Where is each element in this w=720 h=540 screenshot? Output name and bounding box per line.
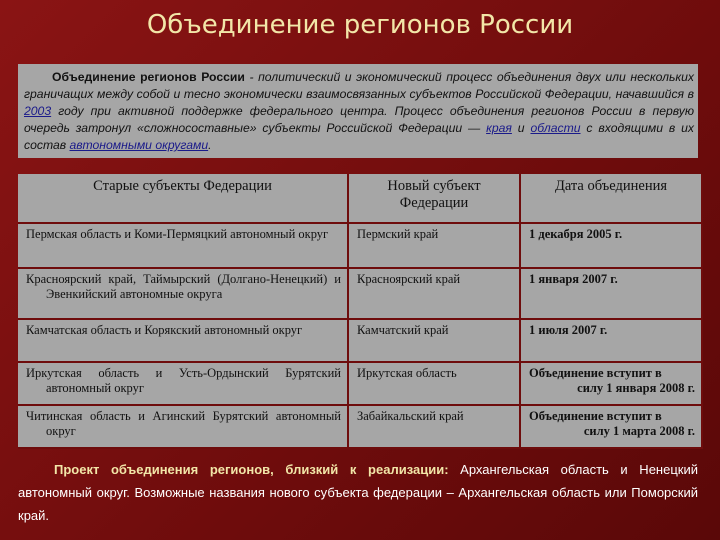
merge-date-cell: 1 июля 2007 г. — [520, 319, 702, 362]
table-row — [18, 319, 702, 362]
merge-date-line-2: силу 1 марта 2008 г. — [583, 424, 695, 438]
footer-lead: Проект объединения регионов, близкий к реализации: — [54, 462, 449, 477]
new-subject-cell: Пермский край — [348, 223, 520, 268]
autonomous-okrug-link[interactable]: автономными округами — [69, 138, 209, 152]
intro-end: . — [208, 138, 212, 152]
merge-date-cell — [520, 362, 702, 405]
header-old-subjects: Старые субъекты Федерации — [18, 174, 348, 223]
footer-text: Архангельская область и Ненецкий автономный округ. Возможные названия нового субъекта федерации – Архангельская область или Поморский край. — [18, 462, 698, 523]
old-subjects-cell: Красноярский край, Таймырский (Долгано-Ненецкий) и Эвенкийский автономные округа — [18, 268, 348, 319]
krai-link[interactable]: края — [486, 121, 512, 135]
table-row — [18, 268, 702, 319]
footer-note — [18, 458, 698, 527]
new-subject-cell: Иркутская область — [348, 362, 520, 405]
page-title: Объединение регионов России — [146, 10, 574, 40]
table-header-row — [18, 174, 702, 223]
intro-term: Объединение регионов России — [52, 70, 245, 84]
intro-and: и — [511, 121, 531, 135]
table-row — [18, 405, 702, 448]
intro-text-2: году при активной поддержке федерального центра. Процесс объединения регионов России в первую очередь затронул «сложносоставные» субъекты Российской Федерации — — [24, 104, 694, 135]
old-subjects-cell: Читинская область и Агинский Бурятский автономный округ — [18, 405, 348, 448]
new-subject-cell: Камчатский край — [348, 319, 520, 362]
table-row — [18, 362, 702, 405]
intro-text-1: - политический и экономический процесс объединения двух или нескольких граничащих между собой и тесно экономически взаимосвязанных субъектов Российской Федерации, начавшийся в — [24, 70, 694, 101]
header-merge-date: Дата объединения — [520, 174, 702, 223]
intro-panel — [18, 64, 698, 158]
year-link[interactable]: 2003 — [24, 104, 52, 118]
merge-date-line-1: Объединение вступит в — [529, 409, 662, 423]
regions-table — [18, 174, 703, 449]
merge-date-cell: 1 декабря 2005 г. — [520, 223, 702, 268]
table-row — [18, 223, 702, 268]
old-subjects-cell: Пермская область и Коми-Пермяцкий автономный округ — [18, 223, 348, 268]
new-subject-cell: Забайкальский край — [348, 405, 520, 448]
header-new-subject: Новый субъект Федерации — [348, 174, 520, 223]
merge-date-cell: 1 января 2007 г. — [520, 268, 702, 319]
merge-date-line-2: силу 1 января 2008 г. — [577, 381, 695, 395]
merge-date-line-1: Объединение вступит в — [529, 366, 662, 380]
oblast-link[interactable]: области — [530, 121, 581, 135]
merge-date-cell — [520, 405, 702, 448]
intro-text-3: с входящими в их состав — [24, 121, 694, 152]
old-subjects-cell: Иркутская область и Усть-Ордынский Бурятский автономный округ — [18, 362, 348, 405]
new-subject-cell: Красноярский край — [348, 268, 520, 319]
old-subjects-cell: Камчатская область и Корякский автономный округ — [18, 319, 348, 362]
